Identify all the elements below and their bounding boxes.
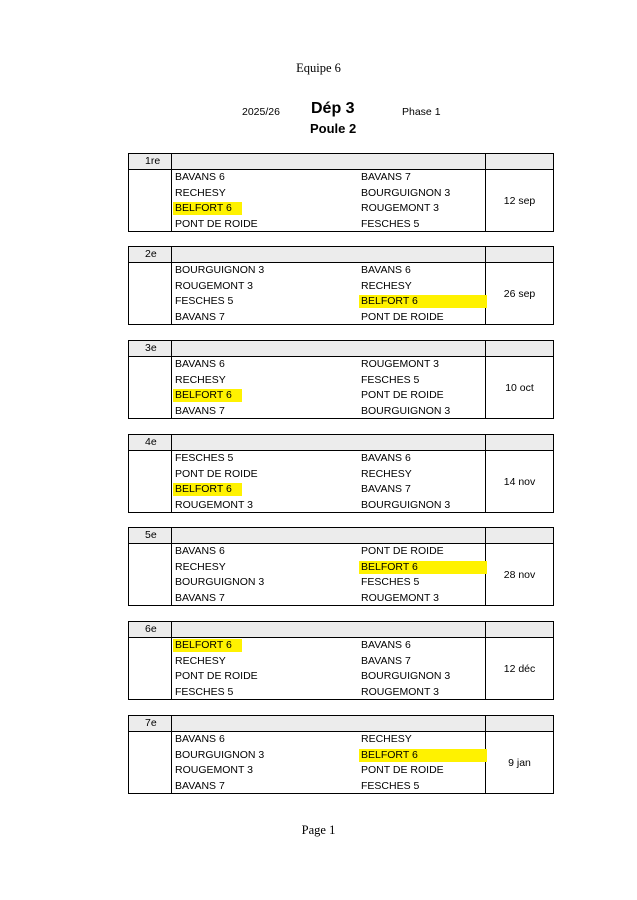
home-team: BELFORT 6 <box>173 639 242 652</box>
match-row <box>173 560 485 576</box>
round-date: 28 nov <box>503 569 536 581</box>
home-team: BAVANS 7 <box>175 310 225 323</box>
round-label: 5e <box>145 529 157 541</box>
home-team: RECHESY <box>175 186 226 199</box>
match-row <box>173 263 485 279</box>
column-divider <box>171 341 172 418</box>
match-row <box>173 279 485 295</box>
match-row <box>173 763 485 779</box>
home-team: FESCHES 5 <box>175 685 234 698</box>
away-team: RECHESY <box>361 279 412 292</box>
home-team: FESCHES 5 <box>175 452 234 464</box>
away-team: ROUGEMONT 3 <box>361 202 439 214</box>
match-list <box>173 451 485 513</box>
home-team: PONT DE ROIDE <box>175 217 258 230</box>
pool-label: Poule 2 <box>310 121 357 136</box>
match-row <box>173 404 485 420</box>
match-row <box>173 186 485 202</box>
round-label: 7e <box>145 717 157 729</box>
round-date: 12 sep <box>503 195 536 207</box>
away-team: PONT DE ROIDE <box>361 389 444 401</box>
away-team: BAVANS 6 <box>361 639 411 651</box>
column-divider <box>171 528 172 605</box>
match-row <box>173 201 485 217</box>
away-team: BAVANS 7 <box>361 171 411 183</box>
match-list <box>173 544 485 606</box>
home-team: BOURGUIGNON 3 <box>175 748 265 761</box>
match-row <box>173 373 485 389</box>
round-header <box>129 154 553 170</box>
away-team: FESCHES 5 <box>361 779 420 792</box>
round-header <box>129 341 553 357</box>
home-team: RECHESY <box>175 373 226 386</box>
match-row <box>173 591 485 607</box>
away-team: RECHESY <box>361 733 412 745</box>
round-table <box>128 340 554 419</box>
home-team: BAVANS 6 <box>175 171 225 183</box>
match-row <box>173 685 485 701</box>
away-team: BAVANS 7 <box>361 483 411 495</box>
round-date: 9 jan <box>508 757 531 769</box>
round-date: 10 oct <box>505 382 534 394</box>
away-team: BOURGUIGNON 3 <box>361 404 451 417</box>
season-label: 2025/26 <box>242 106 280 118</box>
match-list <box>173 357 485 419</box>
away-team: BELFORT 6 <box>359 295 487 308</box>
home-team: PONT DE ROIDE <box>175 467 258 480</box>
round-header <box>129 247 553 263</box>
home-team: ROUGEMONT 3 <box>175 764 253 776</box>
away-team: FESCHES 5 <box>361 373 420 386</box>
home-team: BELFORT 6 <box>173 202 242 215</box>
away-team: FESCHES 5 <box>361 217 420 230</box>
document-title: Equipe 6 <box>296 61 341 75</box>
match-row <box>173 638 485 654</box>
away-team: PONT DE ROIDE <box>361 764 444 776</box>
match-row <box>173 482 485 498</box>
home-team: BOURGUIGNON 3 <box>175 264 265 276</box>
home-team: PONT DE ROIDE <box>175 670 258 682</box>
division-label: Dép 3 <box>311 100 355 117</box>
match-row <box>173 310 485 326</box>
home-team: BOURGUIGNON 3 <box>175 576 265 588</box>
match-row <box>173 294 485 310</box>
match-row <box>173 544 485 560</box>
round-date: 12 déc <box>503 663 536 675</box>
away-team: ROUGEMONT 3 <box>361 358 439 370</box>
away-team: RECHESY <box>361 467 412 480</box>
home-team: BELFORT 6 <box>173 483 242 496</box>
match-row <box>173 170 485 186</box>
round-table <box>128 153 554 232</box>
match-row <box>173 779 485 795</box>
round-header <box>129 528 553 544</box>
away-team: PONT DE ROIDE <box>361 545 444 557</box>
away-team: BAVANS 7 <box>361 654 411 667</box>
column-divider <box>171 247 172 324</box>
page-number: Page 1 <box>301 823 336 837</box>
match-row <box>173 451 485 467</box>
round-date: 26 sep <box>503 288 536 300</box>
match-row <box>173 467 485 483</box>
home-team: BAVANS 6 <box>175 358 225 370</box>
round-label: 3e <box>145 342 157 354</box>
away-team: BAVANS 6 <box>361 452 411 464</box>
match-list <box>173 638 485 700</box>
round-label: 1re <box>145 155 161 167</box>
round-label: 2e <box>145 248 157 260</box>
home-team: BELFORT 6 <box>173 389 242 402</box>
away-team: PONT DE ROIDE <box>361 310 444 323</box>
round-label: 6e <box>145 623 157 635</box>
home-team: FESCHES 5 <box>175 295 234 307</box>
home-team: BAVANS 6 <box>175 545 225 557</box>
round-header <box>129 622 553 638</box>
match-row <box>173 575 485 591</box>
column-divider <box>171 622 172 699</box>
match-row <box>173 357 485 373</box>
away-team: FESCHES 5 <box>361 576 420 588</box>
round-table <box>128 527 554 606</box>
match-row <box>173 388 485 404</box>
match-list <box>173 732 485 794</box>
phase-label: Phase 1 <box>402 106 441 118</box>
home-team: ROUGEMONT 3 <box>175 279 253 292</box>
match-row <box>173 669 485 685</box>
round-table <box>128 621 554 700</box>
home-team: RECHESY <box>175 560 226 573</box>
match-row <box>173 498 485 514</box>
column-divider <box>171 154 172 231</box>
round-table <box>128 715 554 794</box>
match-row <box>173 217 485 233</box>
home-team: BAVANS 7 <box>175 591 225 604</box>
match-row <box>173 654 485 670</box>
round-header <box>129 435 553 451</box>
round-label: 4e <box>145 436 157 448</box>
match-row <box>173 732 485 748</box>
home-team: RECHESY <box>175 654 226 667</box>
round-table <box>128 434 554 513</box>
home-team: ROUGEMONT 3 <box>175 498 253 511</box>
round-header <box>129 716 553 732</box>
home-team: BAVANS 6 <box>175 733 225 745</box>
home-team: BAVANS 7 <box>175 404 225 417</box>
column-divider <box>171 435 172 512</box>
away-team: BOURGUIGNON 3 <box>361 498 451 511</box>
round-table <box>128 246 554 325</box>
match-row <box>173 748 485 764</box>
away-team: ROUGEMONT 3 <box>361 685 439 698</box>
match-list <box>173 170 485 232</box>
column-divider <box>171 716 172 793</box>
away-team: BELFORT 6 <box>359 749 487 762</box>
home-team: BAVANS 7 <box>175 779 225 792</box>
away-team: ROUGEMONT 3 <box>361 591 439 604</box>
away-team: BAVANS 6 <box>361 264 411 276</box>
round-date: 14 nov <box>503 476 536 488</box>
away-team: BOURGUIGNON 3 <box>361 186 451 199</box>
match-list <box>173 263 485 325</box>
away-team: BELFORT 6 <box>359 561 487 574</box>
away-team: BOURGUIGNON 3 <box>361 670 451 682</box>
